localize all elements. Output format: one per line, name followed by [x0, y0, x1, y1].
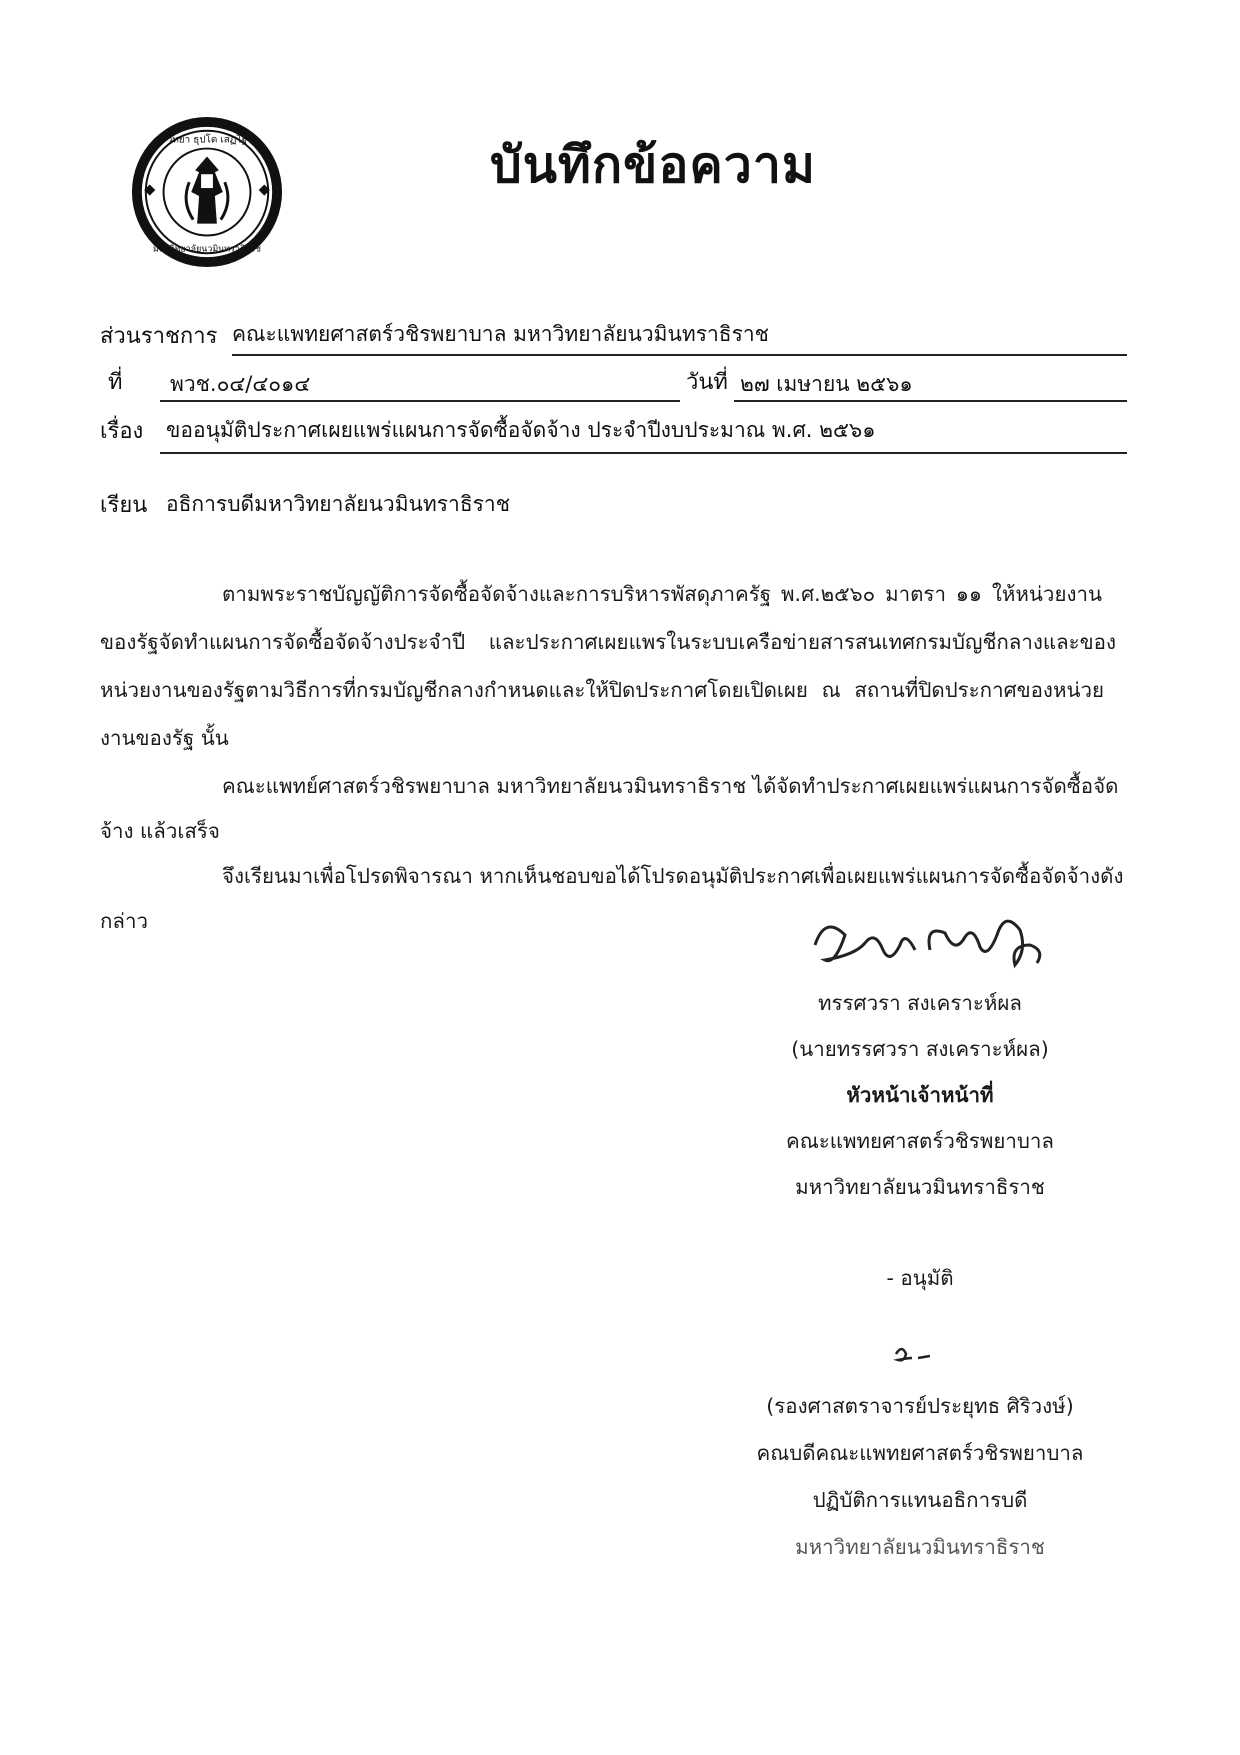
university-seal-logo [128, 113, 286, 271]
salutation-value: อธิการบดีมหาวิทยาลัยนวมินทราธิราช [166, 492, 510, 516]
subject-underline [160, 452, 1127, 454]
seal-bottom-text: มหาวิทยาลัยนวมินทราธิราช [152, 244, 262, 255]
body-p1-line2: ของรัฐจัดทำแผนการจัดซื้อจัดจ้างประจำปี และประกาศเผยแพรในระบบเครือข่ายสารสนเทศกรมบัญชีกลางและของ [100, 630, 1116, 654]
approver-acting: ปฏิบัติการแทนอธิการบดี [812, 1488, 1028, 1512]
ref-label: ที่ [108, 370, 123, 395]
approver-full-name: (รองศาสตราจารย์ประยุทธ ศิริวงษ์) [766, 1394, 1074, 1418]
salutation-label: เรียน [100, 493, 148, 518]
signer1-full-name: (นายทรรศวรา สงเคราะห์ผล) [791, 1037, 1049, 1061]
body-p3-line2: กล่าว [100, 909, 148, 933]
approver-org: มหาวิทยาลัยนวมินทราธิราช [795, 1535, 1045, 1559]
approver-position: คณบดีคณะแพทยศาสตร์วชิรพยาบาล [756, 1441, 1084, 1465]
approver-signature [888, 1340, 938, 1370]
body-p2-line2: จ้าง แล้วเสร็จ [100, 819, 220, 843]
body-p1-line4: งานของรัฐ นั้น [100, 726, 229, 750]
signer1-position: หัวหน้าเจ้าหน้าที่ [846, 1083, 994, 1107]
signer1-org1: คณะแพทยศาสตร์วชิรพยาบาล [786, 1129, 1054, 1153]
ref-underline [160, 400, 680, 402]
body-p1-line3: หน่วยงานของรัฐตามวิธีการที่กรมบัญชีกลางกำหนดและให้ปิดประกาศโดยเปิดเผย ณ สถานที่ปิดประกาศของหน่วย [100, 678, 1104, 702]
agency-label: ส่วนราชการ [100, 324, 218, 349]
signer1-org2: มหาวิทยาลัยนวมินทราธิราช [795, 1175, 1045, 1199]
date-label: วันที่ [686, 370, 728, 395]
date-value: ๒๗ เมษายน ๒๕๖๑ [740, 372, 913, 396]
signer1-name-line: ทรรศวรา สงเคราะห์ผล [818, 991, 1022, 1015]
subject-label: เรื่อง [100, 419, 144, 444]
subject-value: ขออนุมัติประกาศเผยแพร่แผนการจัดซื้อจัดจ้าง ประจำปีงบประมาณ พ.ศ. ๒๕๖๑ [166, 418, 876, 442]
agency-underline [232, 354, 1127, 356]
date-underline [734, 400, 1127, 402]
body-p1-line1: ตามพระราชบัญญัติการจัดซื้อจัดจ้างและการบริหารพัสดุภาครัฐ พ.ศ.๒๕๖๐ มาตรา ๑๑ ให้หน่วยงาน [222, 582, 1102, 606]
seal-top-text: วิทยา ธุปโต เสฏโฐ [166, 134, 248, 146]
signer1-signature [805, 905, 1055, 985]
body-p2-line1: คณะแพทย์ศาสตร์วชิรพยาบาล มหาวิทยาลัยนวมินทราธิราช ได้จัดทำประกาศเผยแพร่แผนการจัดซื้อจัด [222, 774, 1119, 798]
ref-value: พวช.๐๔/๔๐๑๔ [170, 372, 311, 396]
approval-note: - อนุมัติ [886, 1266, 954, 1290]
body-p3-line1: จึงเรียนมาเพื่อโปรดพิจารณา หากเห็นชอบขอได้โปรดอนุมัติประกาศเพื่อเผยแพร่แผนการจัดซื้อจัดจ้างดัง [222, 864, 1124, 888]
agency-value: คณะแพทยศาสตร์วชิรพยาบาล มหาวิทยาลัยนวมินทราธิราช [232, 322, 769, 346]
memo-title: บันทึกข้อความ [490, 136, 816, 194]
